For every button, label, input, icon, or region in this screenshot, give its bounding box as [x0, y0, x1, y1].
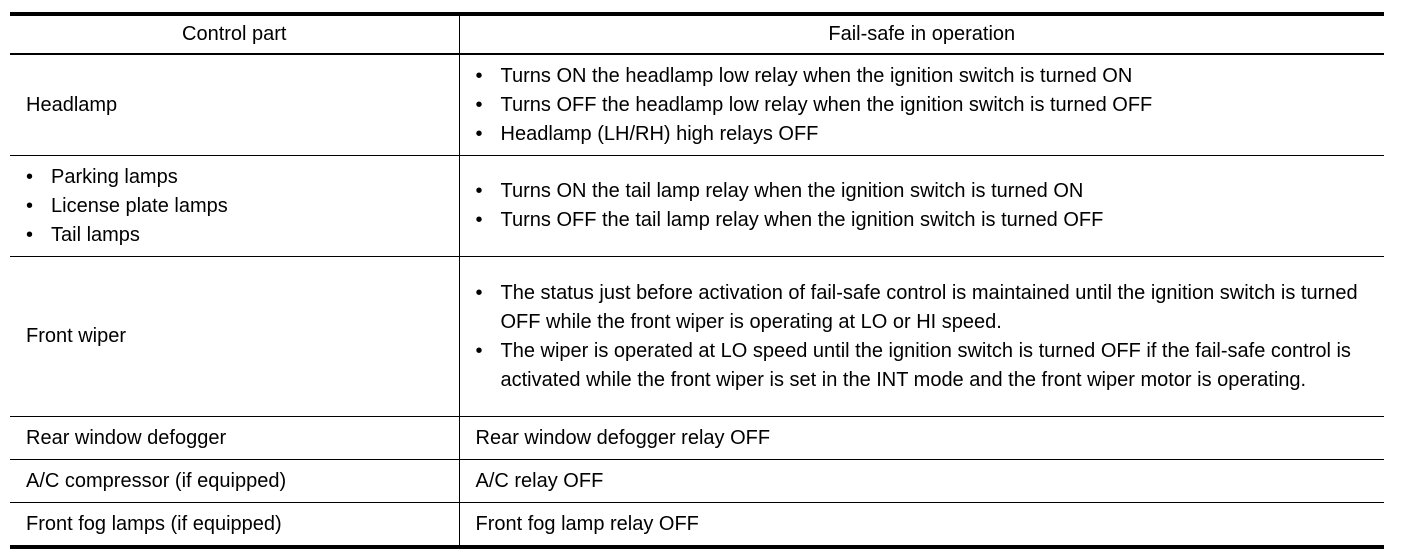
table-row — [10, 54, 1384, 156]
header-fail-safe-in-operation: Fail-safe in operation — [459, 14, 1384, 54]
operation-cell: Rear window defogger relay OFF — [459, 417, 1384, 460]
control-part-cell: Rear window defogger — [10, 417, 459, 460]
operation-item: • Turns OFF the headlamp low relay when the ignition switch is turned OFF — [476, 91, 1379, 120]
control-part-list — [26, 163, 453, 250]
operation-item: • Turns ON the tail lamp relay when the ignition switch is turned ON — [476, 177, 1379, 206]
control-part-cell — [10, 156, 459, 257]
table-row — [10, 503, 1384, 548]
table-header-row — [10, 14, 1384, 54]
table-row — [10, 257, 1384, 417]
operation-cell — [459, 156, 1384, 257]
operation-cell: Front fog lamp relay OFF — [459, 503, 1384, 548]
operation-item: • Turns OFF the tail lamp relay when the ignition switch is turned OFF — [476, 206, 1379, 235]
fail-safe-table — [10, 12, 1384, 549]
operation-list — [476, 177, 1379, 235]
control-part-cell: A/C compressor (if equipped) — [10, 460, 459, 503]
table-row — [10, 156, 1384, 257]
control-part-cell: Front wiper — [10, 257, 459, 417]
operation-cell: A/C relay OFF — [459, 460, 1384, 503]
control-part-item: • License plate lamps — [26, 192, 453, 221]
operation-list — [476, 62, 1379, 149]
operation-cell — [459, 54, 1384, 156]
operation-list — [476, 279, 1379, 395]
table-row — [10, 417, 1384, 460]
operation-item: • The status just before activation of fail-safe control is maintained until the ignition switch is turned OFF while the front wiper is operating at LO or HI speed. — [476, 279, 1379, 337]
control-part-cell: Headlamp — [10, 54, 459, 156]
control-part-cell: Front fog lamps (if equipped) — [10, 503, 459, 548]
operation-cell — [459, 257, 1384, 417]
table-row — [10, 460, 1384, 503]
operation-item: • The wiper is operated at LO speed until the ignition switch is turned OFF if the fail-safe control is activated while the front wiper is set in the INT mode and the front wiper motor is operating. — [476, 337, 1379, 395]
control-part-item: • Parking lamps — [26, 163, 453, 192]
header-control-part: Control part — [10, 14, 459, 54]
operation-item: • Turns ON the headlamp low relay when the ignition switch is turned ON — [476, 62, 1379, 91]
operation-item: • Headlamp (LH/RH) high relays OFF — [476, 120, 1379, 149]
control-part-item: • Tail lamps — [26, 221, 453, 250]
